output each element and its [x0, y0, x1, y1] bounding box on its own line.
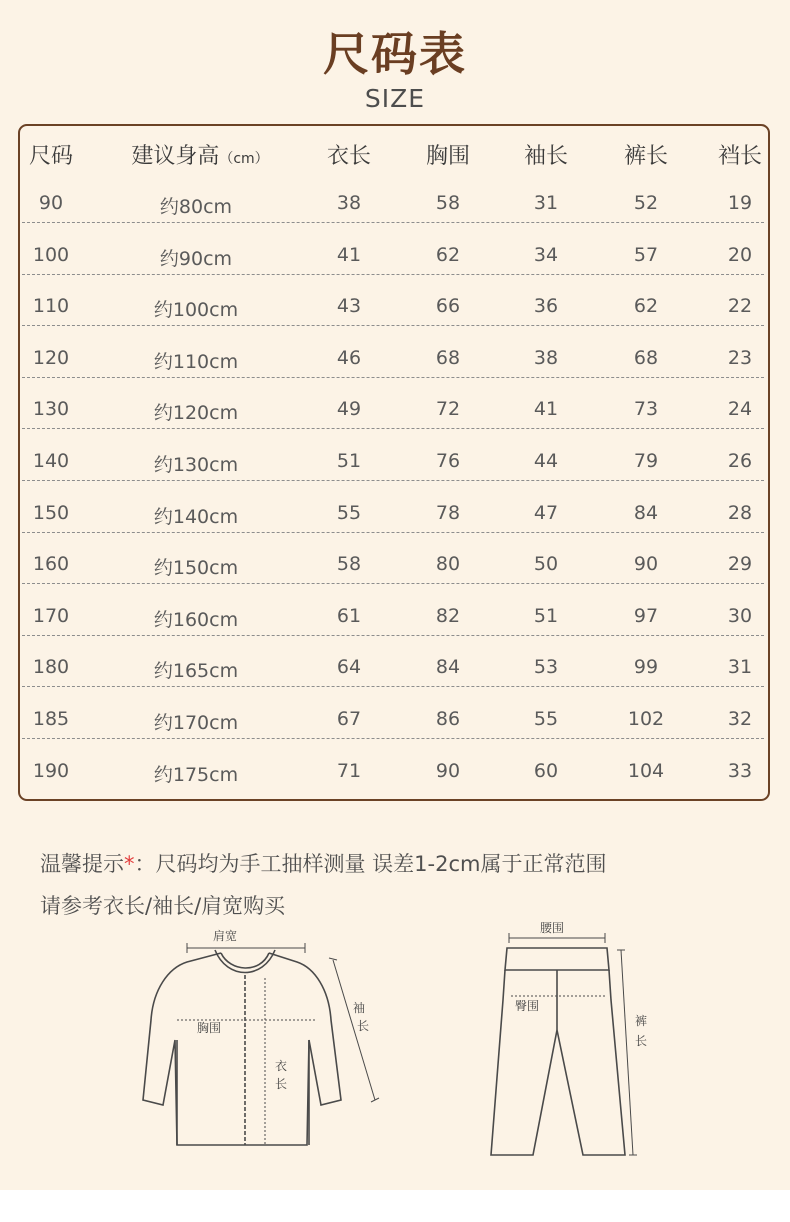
header-pants: 裤长 [623, 144, 669, 169]
cell-pants: 102 [627, 708, 665, 730]
shoulder-label: 肩宽 [213, 929, 238, 943]
cell-size: 190 [32, 760, 70, 782]
cell-sleeve: 47 [533, 502, 559, 524]
cell-length: 64 [336, 656, 362, 678]
cell-length: 58 [336, 553, 362, 575]
cell-pants: 97 [633, 605, 659, 627]
note-line-2: 请参考衣长/袖长/肩宽购买 [40, 894, 286, 918]
cell-size: 140 [32, 450, 70, 472]
cell-pants: 68 [633, 347, 659, 369]
cell-height: 约170cm [153, 712, 239, 734]
cell-height: 约140cm [153, 506, 239, 528]
page-subtitle: SIZE [364, 84, 426, 113]
row-divider [22, 635, 764, 636]
cell-size: 180 [32, 656, 70, 678]
pants-diagram [485, 920, 660, 1165]
cell-size: 100 [32, 244, 70, 266]
cell-length: 41 [336, 244, 362, 266]
cell-size: 150 [32, 502, 70, 524]
cell-length: 71 [336, 760, 362, 782]
cell-length: 67 [336, 708, 362, 730]
cell-size: 120 [32, 347, 70, 369]
cell-pants: 79 [633, 450, 659, 472]
cell-length: 46 [336, 347, 362, 369]
cell-chest: 72 [435, 398, 461, 420]
cell-crotch: 22 [727, 295, 753, 317]
cell-height: 约160cm [153, 609, 239, 631]
note-prefix: 温馨提示 [40, 852, 124, 876]
cell-size: 170 [32, 605, 70, 627]
cell-chest: 90 [435, 760, 461, 782]
cell-crotch: 26 [727, 450, 753, 472]
header-height-unit: （cm） [219, 151, 269, 167]
cell-pants: 84 [633, 502, 659, 524]
cell-sleeve: 44 [533, 450, 559, 472]
cell-crotch: 33 [727, 760, 753, 782]
cell-sleeve: 50 [533, 553, 559, 575]
cell-sleeve: 51 [533, 605, 559, 627]
cell-crotch: 31 [727, 656, 753, 678]
cell-length: 61 [336, 605, 362, 627]
cell-pants: 62 [633, 295, 659, 317]
row-divider [22, 222, 764, 223]
cell-sleeve: 53 [533, 656, 559, 678]
row-divider [22, 377, 764, 378]
cell-chest: 78 [435, 502, 461, 524]
cell-sleeve: 41 [533, 398, 559, 420]
page-title: 尺码表 [323, 27, 467, 81]
cell-length: 49 [336, 398, 362, 420]
header-chest: 胸围 [425, 144, 471, 169]
cell-sleeve: 31 [533, 192, 559, 214]
cell-chest: 76 [435, 450, 461, 472]
cell-pants: 90 [633, 553, 659, 575]
cell-crotch: 24 [727, 398, 753, 420]
cell-pants: 73 [633, 398, 659, 420]
cell-crotch: 28 [727, 502, 753, 524]
cell-pants: 99 [633, 656, 659, 678]
cell-crotch: 19 [727, 192, 753, 214]
cell-height: 约130cm [153, 454, 239, 476]
row-divider [22, 583, 764, 584]
header-length: 衣长 [326, 144, 372, 169]
header-crotch: 裆长 [717, 144, 763, 169]
cell-chest: 80 [435, 553, 461, 575]
cell-height: 约120cm [153, 402, 239, 424]
cell-size: 110 [32, 295, 70, 317]
note-text-1: ：尺码均为手工抽样测量 误差1-2cm属于正常范围 [134, 852, 607, 876]
row-divider [22, 686, 764, 687]
cell-chest: 82 [435, 605, 461, 627]
cell-height: 约80cm [159, 196, 233, 218]
cell-crotch: 23 [727, 347, 753, 369]
note-line-1 [40, 848, 606, 878]
top-garment-diagram [135, 920, 390, 1165]
header-size: 尺码 [28, 144, 74, 169]
cell-size: 160 [32, 553, 70, 575]
cell-crotch: 20 [727, 244, 753, 266]
cell-size: 90 [38, 192, 64, 214]
cell-length: 55 [336, 502, 362, 524]
pants-length-label-2: 长 [635, 1034, 648, 1048]
cell-height: 约110cm [153, 351, 239, 373]
cell-size: 185 [32, 708, 70, 730]
header-sleeve: 袖长 [523, 144, 569, 169]
hip-label: 臀围 [515, 999, 540, 1013]
row-divider [22, 480, 764, 481]
cell-height: 约175cm [153, 764, 239, 786]
row-divider [22, 532, 764, 533]
header-height-label: 建议身高 [131, 144, 220, 169]
cell-sleeve: 36 [533, 295, 559, 317]
length-label-1: 衣 [275, 1059, 288, 1073]
row-divider [22, 274, 764, 275]
cell-pants: 52 [633, 192, 659, 214]
row-divider [22, 325, 764, 326]
cell-pants: 57 [633, 244, 659, 266]
cell-sleeve: 55 [533, 708, 559, 730]
sleeve-label-1: 袖 [353, 1001, 366, 1015]
cell-size: 130 [32, 398, 70, 420]
cell-crotch: 30 [727, 605, 753, 627]
cell-chest: 58 [435, 192, 461, 214]
header-height [131, 139, 268, 170]
cell-height: 约165cm [153, 660, 239, 682]
cell-pants: 104 [627, 760, 665, 782]
pants-length-label-1: 裤 [635, 1014, 648, 1028]
waist-label: 腰围 [540, 921, 565, 935]
row-divider [22, 428, 764, 429]
sleeve-label-2: 长 [357, 1019, 370, 1033]
cell-chest: 84 [435, 656, 461, 678]
note-star: * [124, 852, 135, 876]
cell-chest: 62 [435, 244, 461, 266]
cell-length: 51 [336, 450, 362, 472]
cell-sleeve: 38 [533, 347, 559, 369]
chest-label: 胸围 [197, 1021, 222, 1035]
cell-height: 约150cm [153, 557, 239, 579]
length-label-2: 长 [275, 1077, 288, 1091]
cell-chest: 86 [435, 708, 461, 730]
cell-sleeve: 34 [533, 244, 559, 266]
cell-sleeve: 60 [533, 760, 559, 782]
cell-crotch: 32 [727, 708, 753, 730]
cell-height: 约90cm [159, 248, 233, 270]
cell-chest: 66 [435, 295, 461, 317]
cell-length: 43 [336, 295, 362, 317]
row-divider [22, 738, 764, 739]
cell-length: 38 [336, 192, 362, 214]
cell-chest: 68 [435, 347, 461, 369]
cell-height: 约100cm [153, 299, 239, 321]
cell-crotch: 29 [727, 553, 753, 575]
